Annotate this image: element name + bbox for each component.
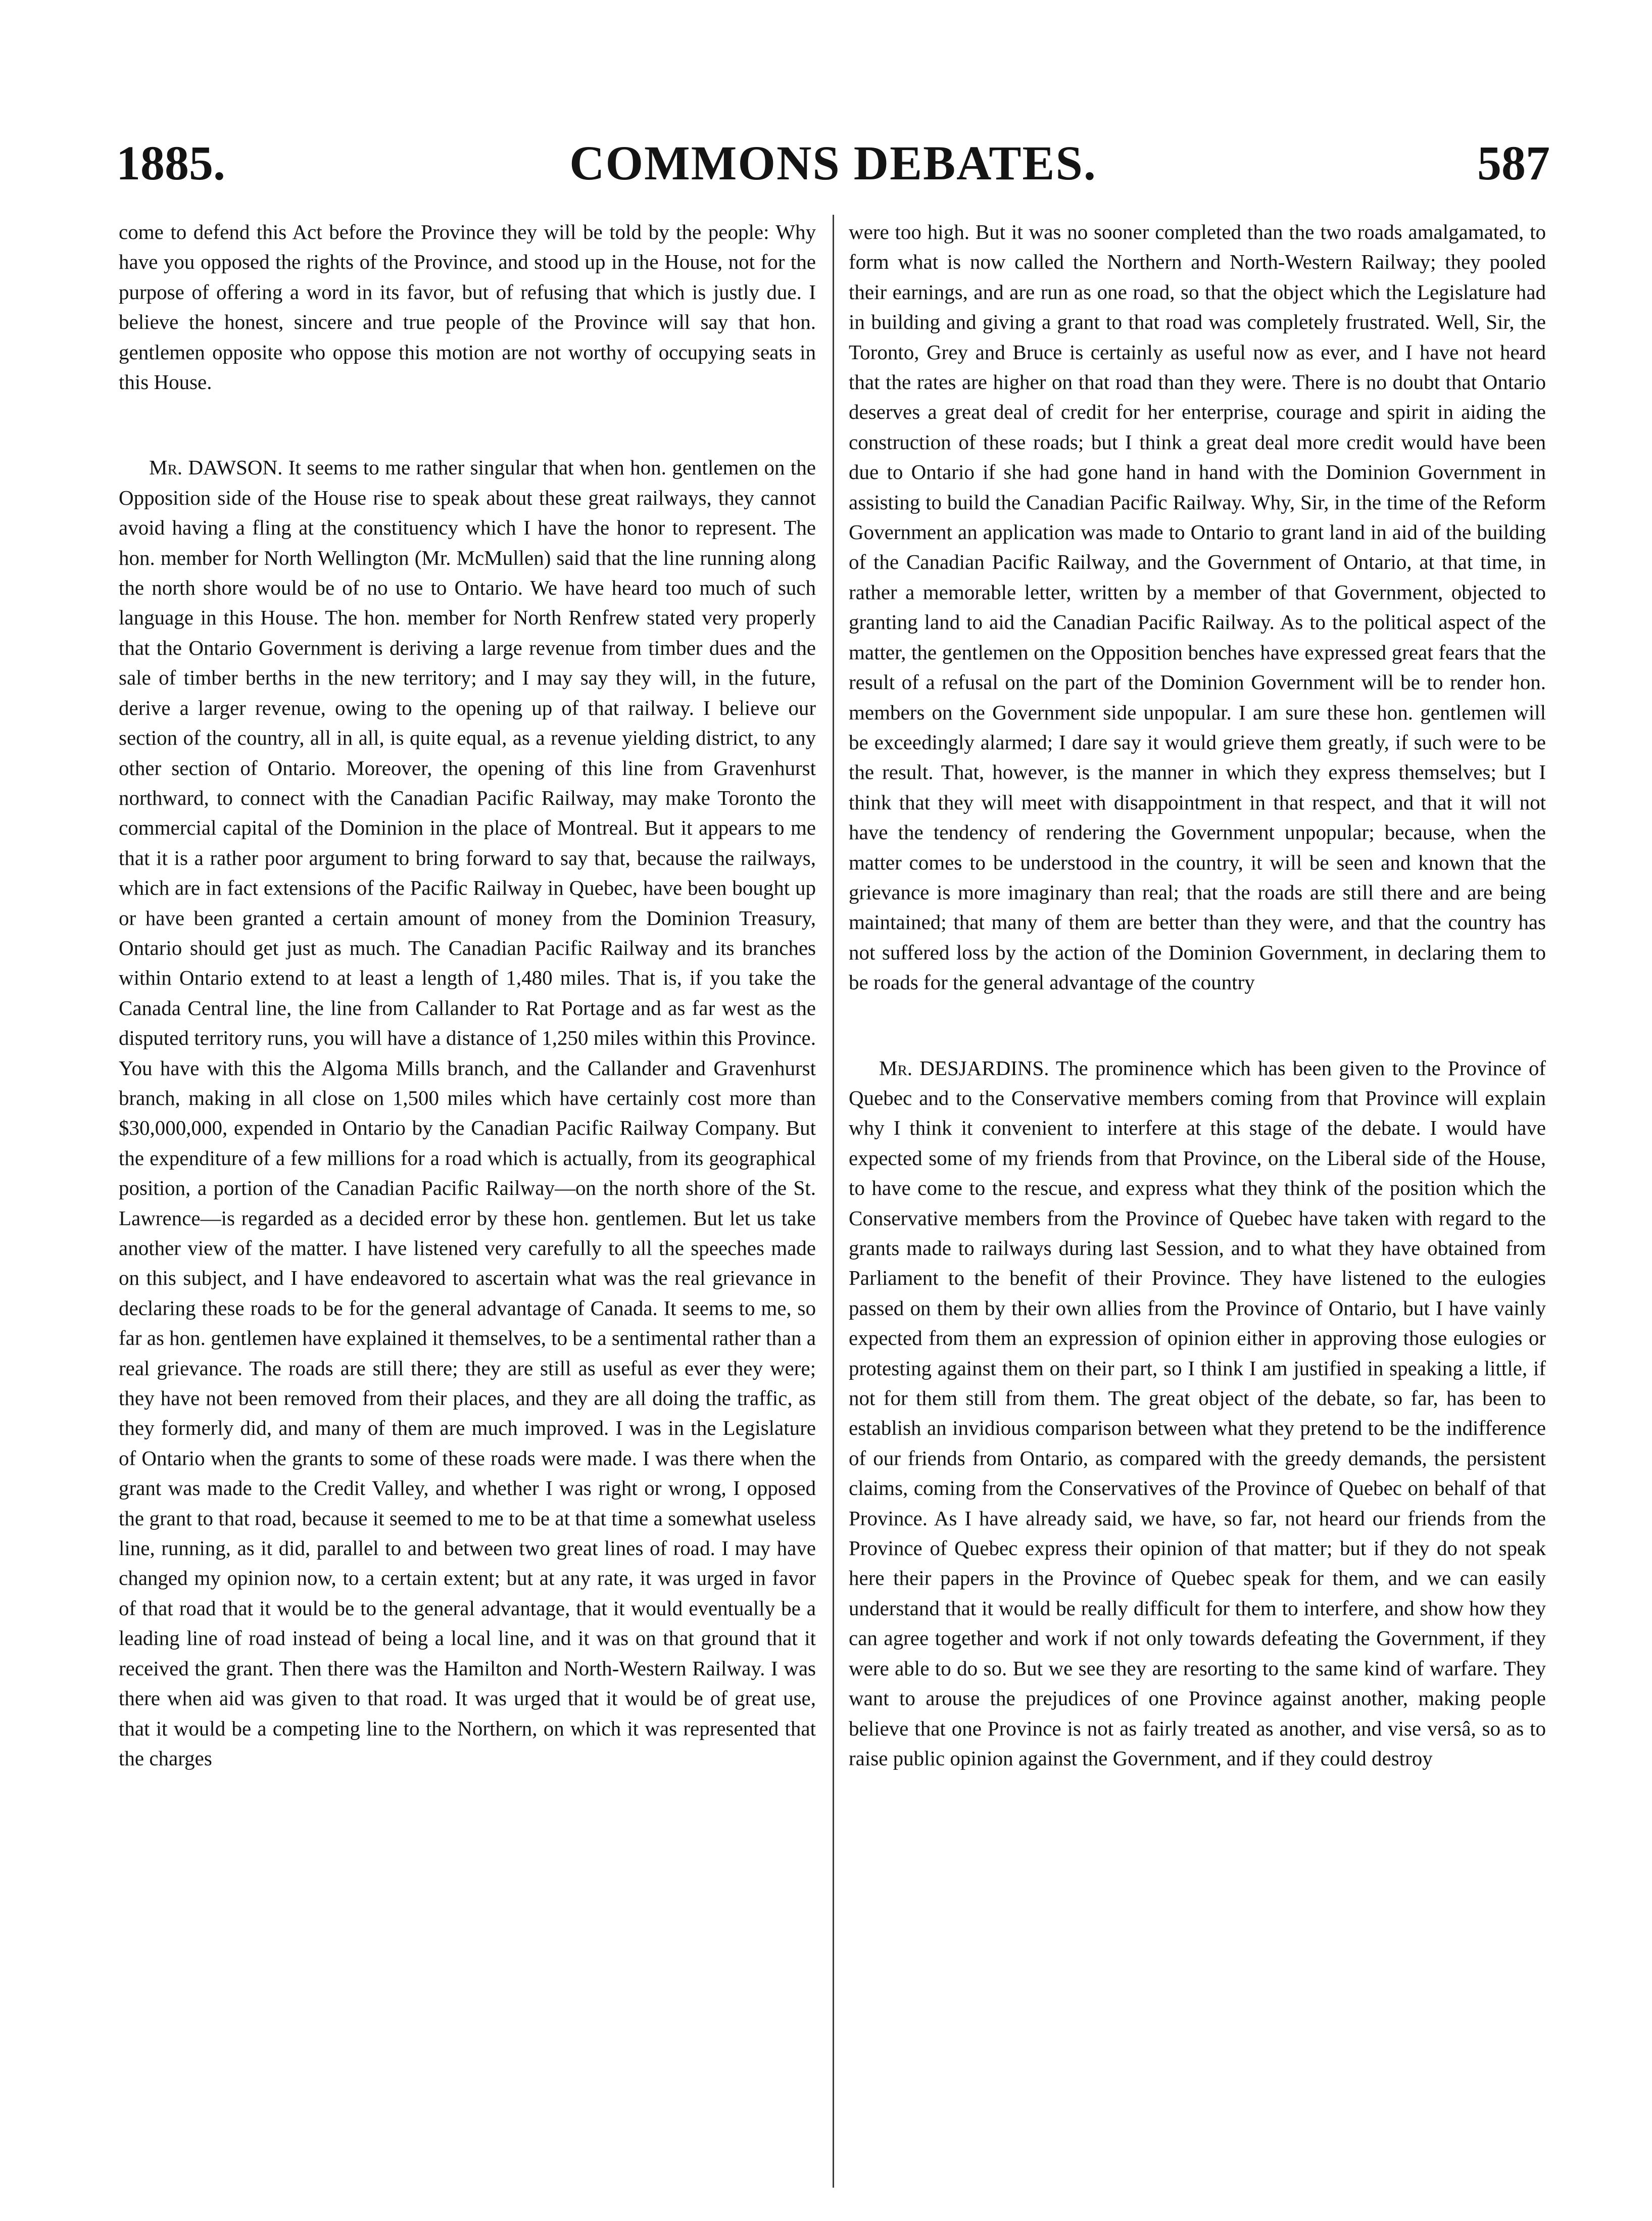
paragraph-continued: come to defend this Act before the Province they will be told by the people: Why have you opposed the rights of the Province, and stood up in the House, not for the purpose of offering a word in its favor, but of refusing that which is justly due. I believe the honest, sincere and true people of the Province will say that hon. gentlemen opposite who oppose this motion are not worthy of occupying seats in this House. — [119, 220, 816, 394]
speaker-name: Mr. DAWSON. — [149, 456, 283, 479]
paragraph-gap — [119, 397, 816, 453]
paragraph-continued: were too high. But it was no sooner completed than the two roads amalgamated, to form what is now called the Northern and North-Western Railway; they pooled their earnings, and are run as one road, so that the object which the Legislature had in building and giving a grant to that road was completely frustrated. Well, Sir, the Toronto, Grey and Bruce is certainly as useful now as ever, and I have not heard that the rates are higher on that road than they were. There is no doubt that Ontario deserves a great deal of credit for her enterprise, courage and spirit in aiding the construction of these roads; but I think a great deal more credit would have been due to Ontario if she had gone hand in hand with the Dominion Government in assisting to build the Canadian Pacific Railway. Why, Sir, in the time of the Reform Government an application was made to Ontario to grant land in aid of the building of the Canadian Pacific Railway, and the Government of Ontario, at that time, in rather a memorable letter, written by a member of that Government, objected to granting land to aid the Canadian Pacific Railway. As to the political aspect of the matter, the gentlemen on the Opposition benches have expressed great fears that the result of a refusal on the part of the Dominion Government will be to render hon. members on the Government side unpopular. I am sure these hon. gentlemen will be exceedingly alarmed; I dare say it would grieve them greatly, if such were to be the result. That, however, is the manner in which they express themselves; but I think that they will meet with disappointment in that respect, and that it will not have the tendency of rendering the Government unpopular; because, when the matter comes to be understood in the country, it will be seen and known that the grievance is more imaginary than real; that the roads are still there and are being maintained; that many of them are better than they were, and that the country has not suffered loss by the action of the Dominion Government, in declaring them to be roads for the general advantage of the country — [849, 220, 1546, 994]
speech-text: The prominence which has been given to the Province of Quebec and to the Conservative members coming from that Province will explain why I think it convenient to interfere at this stage of the debate. I would have expected some of my friends from that Province, on the Liberal side of the House, to have come to the rescue, and express what they think of the position which the Conservative members from the Province of Quebec have taken with regard to the grants made to railways during last Session, and to what they have obtained from Parliament to the benefit of their Province. They have listened to the eulogies passed on them by their own allies from the Province of Ontario, but I have vainly expected from them an expression of opinion either in approving those eulogies or protesting against them on their part, so I think I am justified in speaking a little, if not for them still from them. The great object of the debate, so far, has been to establish an invidious comparison between what they pretend to be the indifference of our friends from Ontario, as compared with the greedy demands, the persistent claims, coming from the Conservatives of the Province of Quebec on behalf of that Province. As I have already said, we have, so far, not heard our friends from the Province of Quebec express their opinion of that matter; but if they do not speak here their papers in the Province of Quebec speak for them, and we can easily understand that it would be really difficult for them to interfere, and show how they can agree together and work if not only towards defeating the Government, if they were able to do so. But we see they are resorting to the same kind of warfare. They want to arouse the prejudices of one Province against another, making people believe that one Province is not as fairly treated as another, and vise versâ, so as to raise public opinion against the Government, and if they could destroy — [849, 1056, 1546, 1770]
column-divider — [833, 215, 834, 2188]
speech-text: It seems to me rather singular that when hon. gentlemen on the Opposition side of the House rise to speak about these great railways, they cannot avoid having a fling at the constituency which I have the honor to represent. The hon. member for North Wellington (Mr. McMullen) said that the line running along the north shore would be of no use to Ontario. We have heard too much of such language in this House. The hon. member for North Renfrew stated very properly that the Ontario Government is deriving a large revenue from timber dues and the sale of timber berths in the new territory; and I may say they will, in the future, derive a larger revenue, owing to the opening up of that railway. I believe our section of the country, all in all, is quite equal, as a revenue yielding district, to any other section of Ontario. Moreover, the opening of this line from Gravenhurst northward, to connect with the Canadian Pacific Railway, may make Toronto the commercial capital of the Dominion in the place of Montreal. But it appears to me that it is a rather poor argument to bring forward to say that, because the railways, which are in fact extensions of the Pacific Railway in Quebec, have been bought up or have been granted a certain amount of money from the Dominion Treasury, Ontario should get just as much. The Canadian Pacific Railway and its branches within Ontario extend to at least a length of 1,480 miles. That is, if you take the Canada Central line, the line from Callander to Rat Portage and as far west as the disputed territory runs, you will have a distance of 1,250 miles within this Province. You have with this the Algoma Mills branch, and the Callander and Gravenhurst branch, making in all close on 1,500 miles which have certainly cost more than $30,000,000, expended in Ontario by the Canadian Pacific Railway Company. But the expenditure of a few millions for a road which is actually, from its geographical position, a portion of the Canadian Pacific Railway—on the north shore of the St. Lawrence—is regarded as a decided error by these hon. gentlemen. But let us take another view of the matter. I have listened very carefully to all the speeches made on this subject, and I have endeavored to ascertain what was the real grievance in declaring these roads to be for the general advantage of Canada. It seems to me, so far as hon. gentlemen have explained it themselves, to be a sentimental rather than a real grievance. The roads are still there; they are still as useful as ever they were; they have not been removed from their places, and they are all doing the traffic, as they formerly did, and many of them are much improved. I was in the Legislature of Ontario when the grants to some of these roads were made. I was there when the grant was made to the Credit Valley, and whether I was right or wrong, I opposed the grant to that road, because it seemed to me to be at that time a somewhat useless line, running, as it did, parallel to and between two great lines of road. I may have changed my opinion now, to a certain extent; but at any rate, it was urged in favor of that road that it would be to the general advantage, that it would eventually be a leading line of road instead of being a local line, and it was on that ground that it received the grant. Then there was the Hamilton and North-Western Railway. I was there when aid was given to that road. It was urged that it would be of great use, that it would be a competing line to the Northern, on which it was represented that the charges — [119, 456, 816, 1770]
year: 1885. — [116, 136, 225, 190]
speaker-name: Mr. DESJARDINS. — [879, 1056, 1049, 1080]
page-header — [116, 135, 1550, 191]
page-number: 587 — [1477, 136, 1550, 190]
left-column — [119, 217, 816, 2180]
speech-desjardins — [849, 1053, 1546, 1774]
right-column — [849, 217, 1546, 2180]
publication-title: COMMONS DEBATES. — [569, 136, 1097, 190]
speech-dawson — [119, 453, 816, 1773]
paragraph-gap — [849, 998, 1546, 1053]
